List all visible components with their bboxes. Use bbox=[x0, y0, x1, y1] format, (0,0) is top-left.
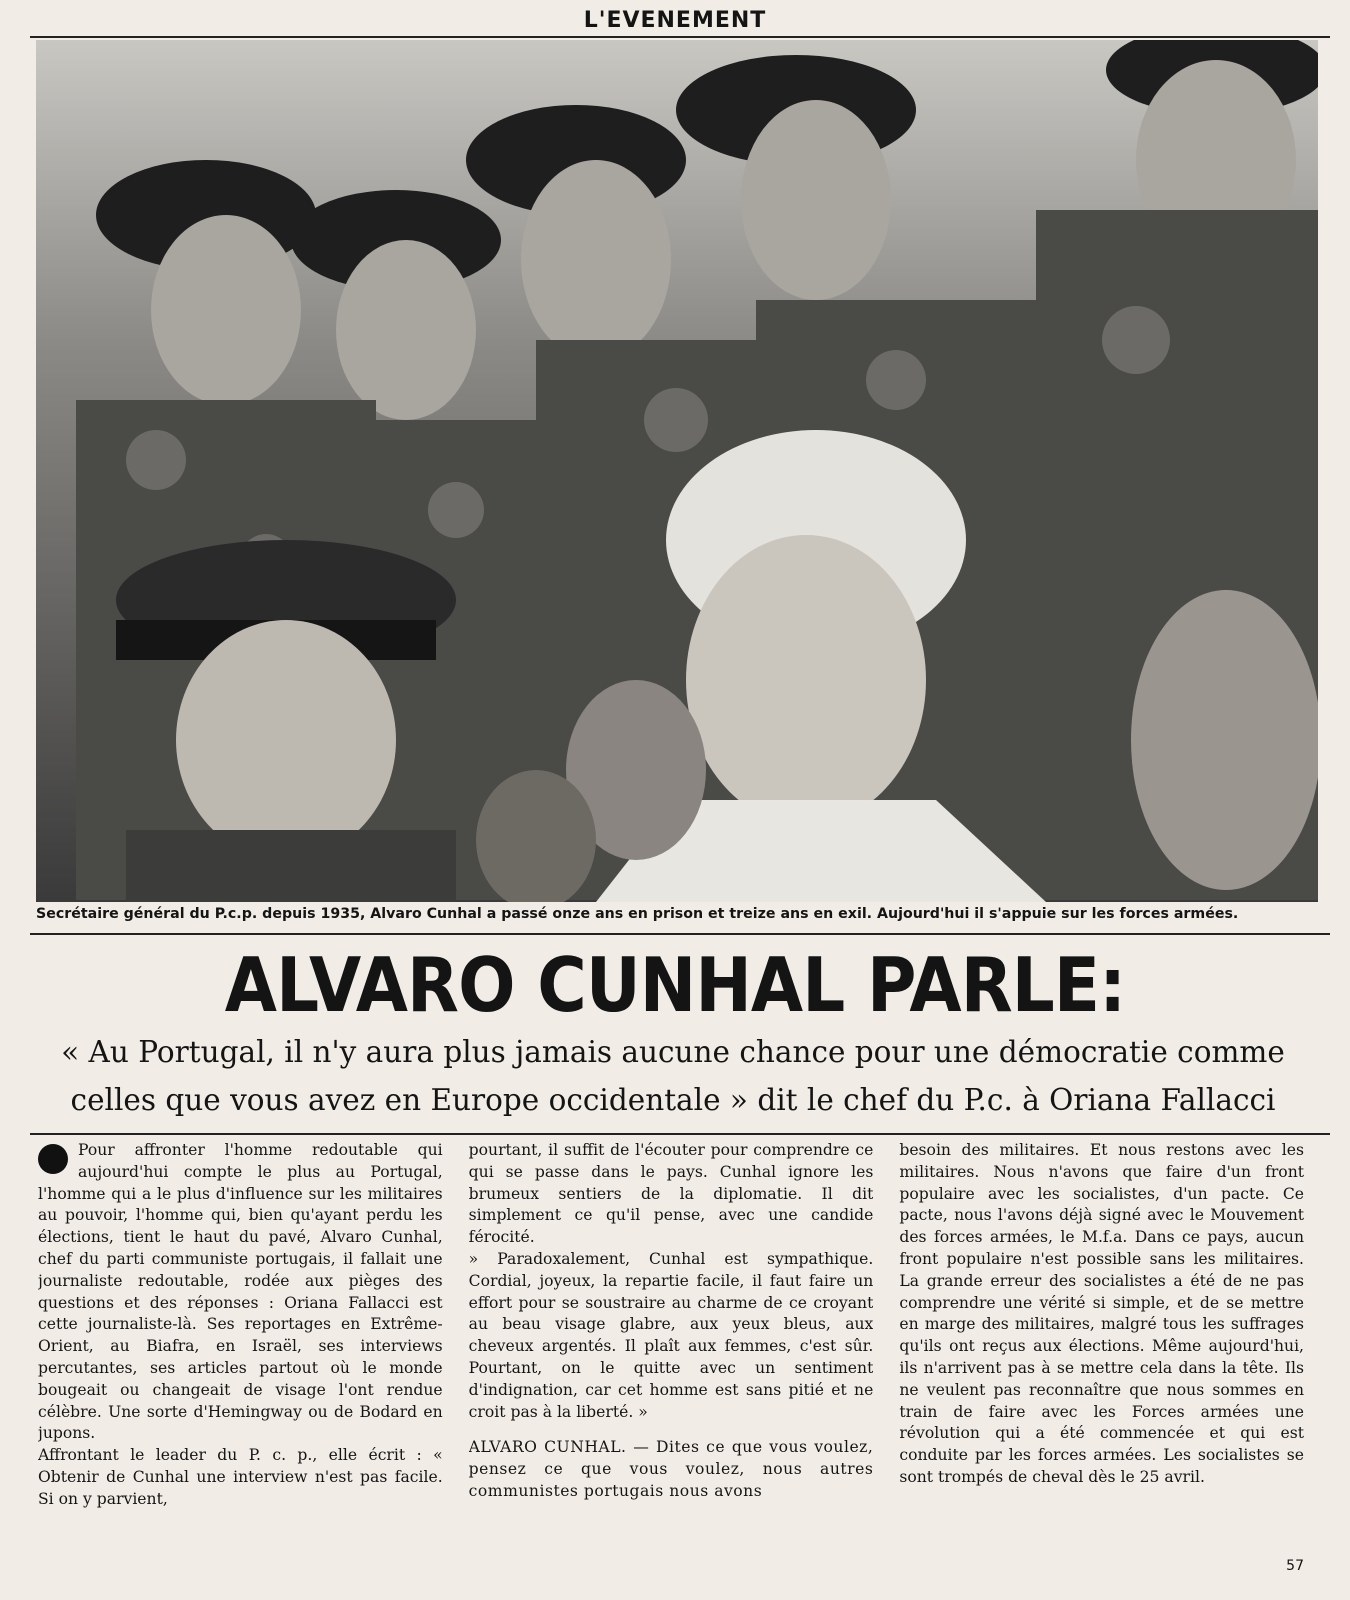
paragraph: » Paradoxalement, Cunhal est sympathique. Cordial, joyeux, la repartie facile, il faut faire un effort pour se soustraire au charme de ce croyant au beau visage glabre, aux yeux bleus, aux cheveux argentés. Il plaît aux femmes, c'est sûr. Pourtant, on le quitte avec un sentiment d'indignation, car cet homme est sans pitié et ne croit pas à la liberté. » bbox=[468, 1249, 874, 1421]
article-divider bbox=[30, 1133, 1330, 1135]
subheadline: « Au Portugal, il n'y aura plus jamais aucune chance pour une démocratie comme celles que vous avez en Europe occidentale » dit le chef du P.c. à Oriana Fallacci bbox=[61, 1035, 1285, 1117]
section-label: L'EVENEMENT bbox=[583, 8, 767, 33]
paragraph: pourtant, il suffit de l'écouter pour comprendre ce qui se passe dans le pays. Cunhal ignore les brumeux sentiers de la diplomatie. Il dit simplement ce qu'il pense, avec une candide férocité. bbox=[468, 1141, 874, 1247]
paragraph: Affrontant le leader du P. c. p., elle écrit : « Obtenir de Cunhal une interview n'est pas facile. Si on y parvient, bbox=[38, 1446, 443, 1508]
photo-caption: Secrétaire général du P.c.p. depuis 1935, Alvaro Cunhal a passé onze ans en prison et treize ans en exil. Aujourd'hui il s'appuie sur les forces armées. bbox=[36, 906, 1239, 922]
paragraph: ALVARO CUNHAL. — Dites ce que vous voulez, pensez ce que vous voulez, nous autres communistes portugais nous avons bbox=[468, 1438, 874, 1500]
top-divider bbox=[30, 36, 1330, 38]
news-photo bbox=[36, 40, 1318, 902]
article-column-2 bbox=[469, 1140, 874, 1560]
paragraph: besoin des militaires. Et nous restons avec les militaires. Nous n'avons que faire d'un front populaire avec les socialistes, d'un pacte. Ce pacte, nous l'avons déjà signé avec le Mouvement des forces armées, le M.f.a. Dans ce pays, aucun front populaire n'est possible sans les militaires. La grande erreur des socialistes a été de ne pas comprendre une vérité si simple, et de se mettre en marge des militaires, malgré tous les suffrages qu'ils ont reçus aux élections. Même aujourd'hui, ils n'arrivent pas à se mettre cela dans la tête. Ils ne veulent pas reconnaître que nous sommes en train de faire avec les Forces armées une révolution qui a été commencée et qui est conduite par les forces armées. Les socialistes se sont trompés de cheval dès le 25 avril. bbox=[899, 1141, 1305, 1486]
page-number: 57 bbox=[1286, 1558, 1304, 1574]
article-column-1 bbox=[38, 1140, 443, 1560]
article-column-3 bbox=[899, 1140, 1304, 1560]
paragraph: Pour affronter l'homme redoutable qui aujourd'hui compte le plus au Portugal, l'homme qui a le plus d'influence sur les militaires au pouvoir, l'homme qui, bien qu'ayant perdu les élections, tient le haut du pavé, Alvaro Cunhal, chef du parti communiste portugais, il fallait une journaliste redoutable, rodée aux pièges des questions et des réponses : Oriana Fallacci est cette journaliste-là. Ses reportages en Extrême-Orient, au Biafra, en Israël, ses interviews percutantes, ses articles partout où le monde bougeait ou changeait de visage l'ont rendue célèbre. Une sorte d'Hemingway ou de Bodard en jupons. bbox=[38, 1141, 443, 1443]
caption-divider bbox=[30, 933, 1330, 935]
bullet-icon bbox=[38, 1144, 68, 1174]
headline: ALVARO CUNHAL PARLE: bbox=[224, 941, 1126, 1029]
photo-icon bbox=[36, 40, 1318, 902]
article-body bbox=[38, 1140, 1304, 1560]
